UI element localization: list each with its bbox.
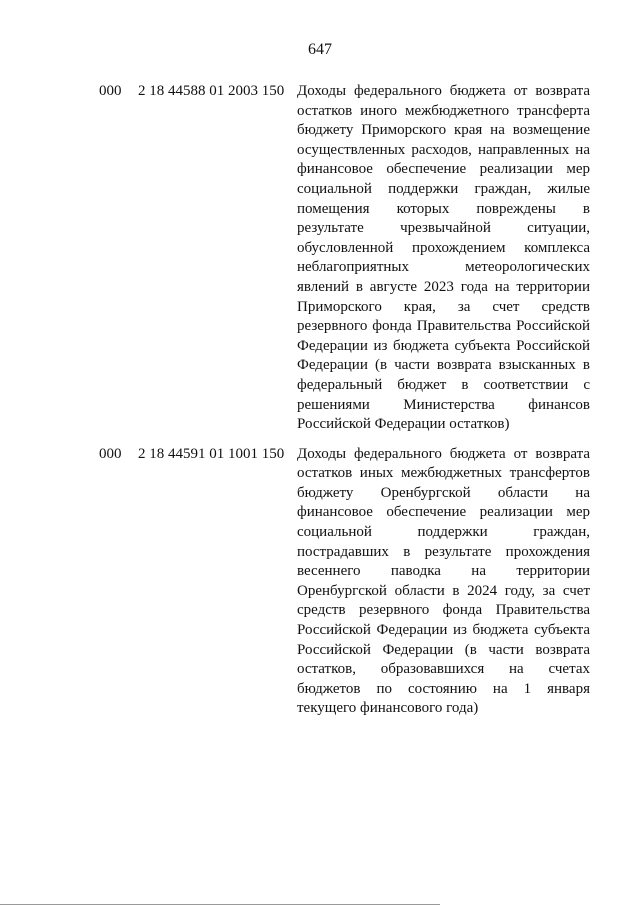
entry-description: Доходы федерального бюджета от возврата остатков иных межбюджетных трансфертов бюджету Оренбургской области на финансовое обеспечение реализации мер социальной поддержки граждан, пострадавших в результате прохождения весеннего паводка на территории Оренбургской области в 2024 году, за счет средств резервного фонда Правительства Российской Федерации из бюджета субъекта Российской Федерации (в части возврата остатков, образовавшихся на счетах бюджетов по состоянию на 1 января текущего финансового года) — [297, 445, 590, 717]
budget-entry — [0, 82, 640, 435]
budget-code-list — [0, 82, 640, 729]
entry-description: Доходы федерального бюджета от возврата остатков иного межбюджетного трансферта бюджету Приморского края на возмещение осуществленных расходов, направленных на финансовое обеспечение реализации мер социальной поддержки граждан, жилые помещения которых повреждены в результате чрезвычайной ситуации, обусловленной прохождением комплекса неблагоприятных метеорологических явлений в августе 2023 года на территории Приморского края, за счет средств резервного фонда Правительства Российской Федерации из бюджета субъекта Российской Федерации (в части возврата взысканных в федеральный бюджет в соответствии с решениями Министерства финансов Российской Федерации остатков) — [297, 83, 590, 433]
budget-classification-code: 2 18 44591 01 1001 150 — [138, 445, 285, 462]
budget-entry — [0, 445, 640, 719]
admin-code: 000 — [99, 83, 122, 99]
page-number: 647 — [308, 41, 332, 58]
admin-code: 000 — [99, 445, 122, 462]
budget-classification-code: 2 18 44588 01 2003 150 — [138, 83, 285, 99]
